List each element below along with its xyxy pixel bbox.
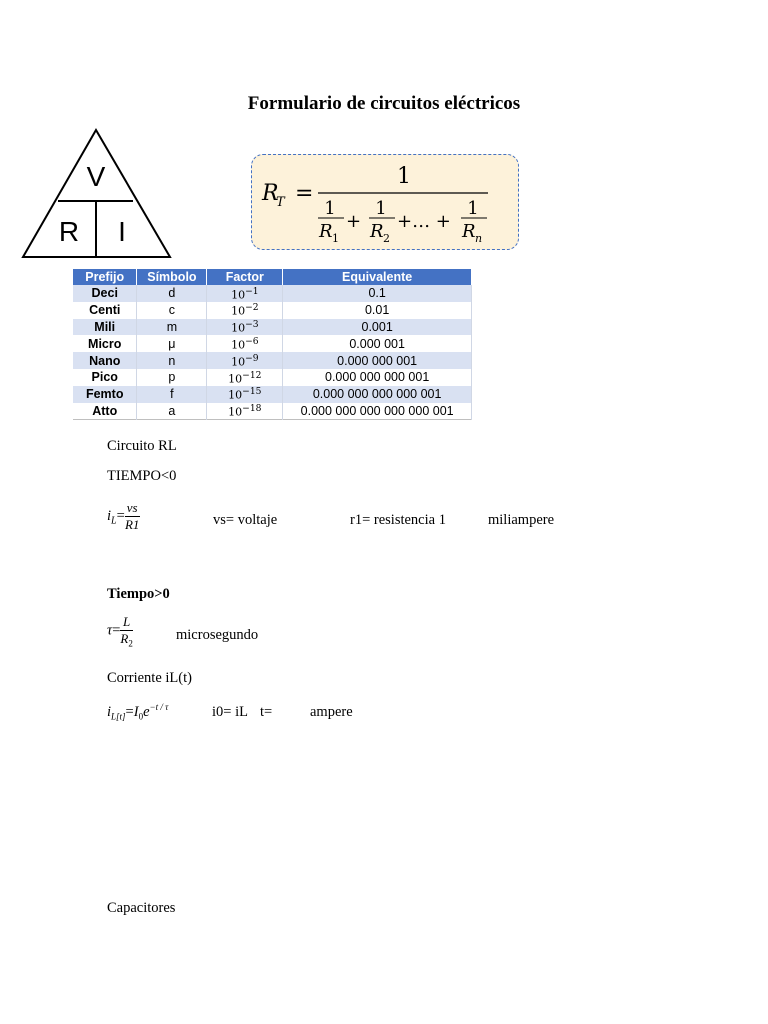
total-resistance-formula-box: [251, 154, 519, 250]
rt-term1-num: 1: [324, 198, 336, 219]
vir-r-label: R: [58, 216, 80, 247]
prefix-equivalent: 0.000 000 000 000 001: [283, 386, 472, 403]
header-factor: Factor: [207, 269, 283, 285]
rt-lhs: R: [262, 181, 279, 206]
i0-label: i0= iL: [212, 704, 248, 720]
ampere-unit: ampere: [310, 704, 353, 720]
prefix-symbol: μ: [137, 335, 207, 352]
tau-unit: microsegundo: [176, 627, 259, 643]
prefix-factor: $10^{-9}$: [207, 352, 283, 369]
prefix-symbol: a: [137, 403, 207, 420]
prefix-equivalent: 0.01: [283, 302, 472, 319]
vs-label: vs= voltaje: [213, 512, 278, 528]
prefix-symbol: p: [137, 369, 207, 386]
table-row: [73, 302, 472, 319]
rt-ellipsis: +… +: [397, 211, 451, 232]
prefix-factor: $10^{-15}$: [207, 386, 283, 403]
tau-formula: τ= $\frac{L}{R_2}$: [107, 614, 133, 649]
page-title: Formulario de circuitos eléctricos: [247, 93, 521, 114]
prefix-factor: $10^{-2}$: [207, 302, 283, 319]
prefix-factor: $10^{-6}$: [207, 335, 283, 352]
prefix-name: Atto: [73, 403, 137, 420]
rt-term3-den-sub: n: [475, 232, 483, 245]
rt-term2-num: 1: [375, 198, 387, 219]
prefix-equivalent: 0.1: [283, 285, 472, 302]
table-row: [73, 403, 472, 420]
table-row: [73, 369, 472, 386]
vir-triangle-diagram: [20, 128, 172, 260]
t-label: t=: [260, 704, 273, 720]
table-row: [73, 335, 472, 352]
prefix-equivalent: 0.000 001: [283, 335, 472, 352]
header-simbolo: Símbolo: [137, 269, 207, 285]
rt-lhs-sub: T: [276, 195, 285, 210]
prefix-symbol: m: [137, 319, 207, 336]
prefix-factor: $10^{-12}$: [207, 369, 283, 386]
rt-term3-num: 1: [467, 198, 479, 219]
prefix-name: Centi: [73, 302, 137, 319]
miliampere-unit: miliampere: [488, 512, 555, 528]
table-row: [73, 352, 472, 369]
prefix-name: Pico: [73, 369, 137, 386]
svg-text:=: =: [295, 181, 314, 206]
prefix-name: Mili: [73, 319, 137, 336]
prefix-name: Femto: [73, 386, 137, 403]
rl-heading: Circuito RL: [107, 438, 177, 454]
capacitors-heading: Capacitores: [107, 900, 176, 916]
vir-i-label: I: [118, 216, 126, 247]
rt-numerator: 1: [397, 164, 411, 189]
table-row: [73, 319, 472, 336]
prefix-symbol: d: [137, 285, 207, 302]
prefix-equivalent: 0.000 000 001: [283, 352, 472, 369]
prefix-equivalent: 0.000 000 000 000 000 001: [283, 403, 472, 420]
table-row: [73, 386, 472, 403]
rt-term3-den: R: [462, 221, 476, 242]
il-formula: $i_L=$ $\frac{vs}{R1}$: [107, 500, 140, 532]
vir-v-label: V: [86, 161, 106, 192]
prefix-name: Deci: [73, 285, 137, 302]
header-prefijo: Prefijo: [73, 269, 137, 285]
prefix-factor: $10^{-1}$: [207, 285, 283, 302]
rt-term1-den: R: [319, 221, 333, 242]
prefix-name: Micro: [73, 335, 137, 352]
time-before-label: TIEMPO<0: [107, 468, 177, 484]
ilt-formula: $i_{L[t]}=I_0e^{-t / \tau}$: [107, 702, 169, 722]
prefix-equivalent: 0.001: [283, 319, 472, 336]
time-after-label: Tiempo>0: [107, 586, 170, 602]
prefix-symbol: n: [137, 352, 207, 369]
prefix-table: [73, 269, 472, 420]
prefix-symbol: c: [137, 302, 207, 319]
prefix-symbol: f: [137, 386, 207, 403]
rt-plus: +: [346, 211, 362, 232]
rt-term2-den: R: [370, 221, 384, 242]
r1-label: r1= resistencia 1: [350, 512, 446, 528]
prefix-factor: $10^{-18}$: [207, 403, 283, 420]
rt-term1-den-sub: 1: [332, 232, 339, 245]
header-equivalente: Equivalente: [283, 269, 472, 285]
table-row: [73, 285, 472, 302]
prefix-factor: $10^{-3}$: [207, 319, 283, 336]
current-heading: Corriente iL(t): [107, 670, 192, 686]
rt-term2-den-sub: 2: [383, 232, 390, 245]
prefix-table-header: [73, 269, 472, 285]
prefix-name: Nano: [73, 352, 137, 369]
prefix-equivalent: 0.000 000 000 001: [283, 369, 472, 386]
